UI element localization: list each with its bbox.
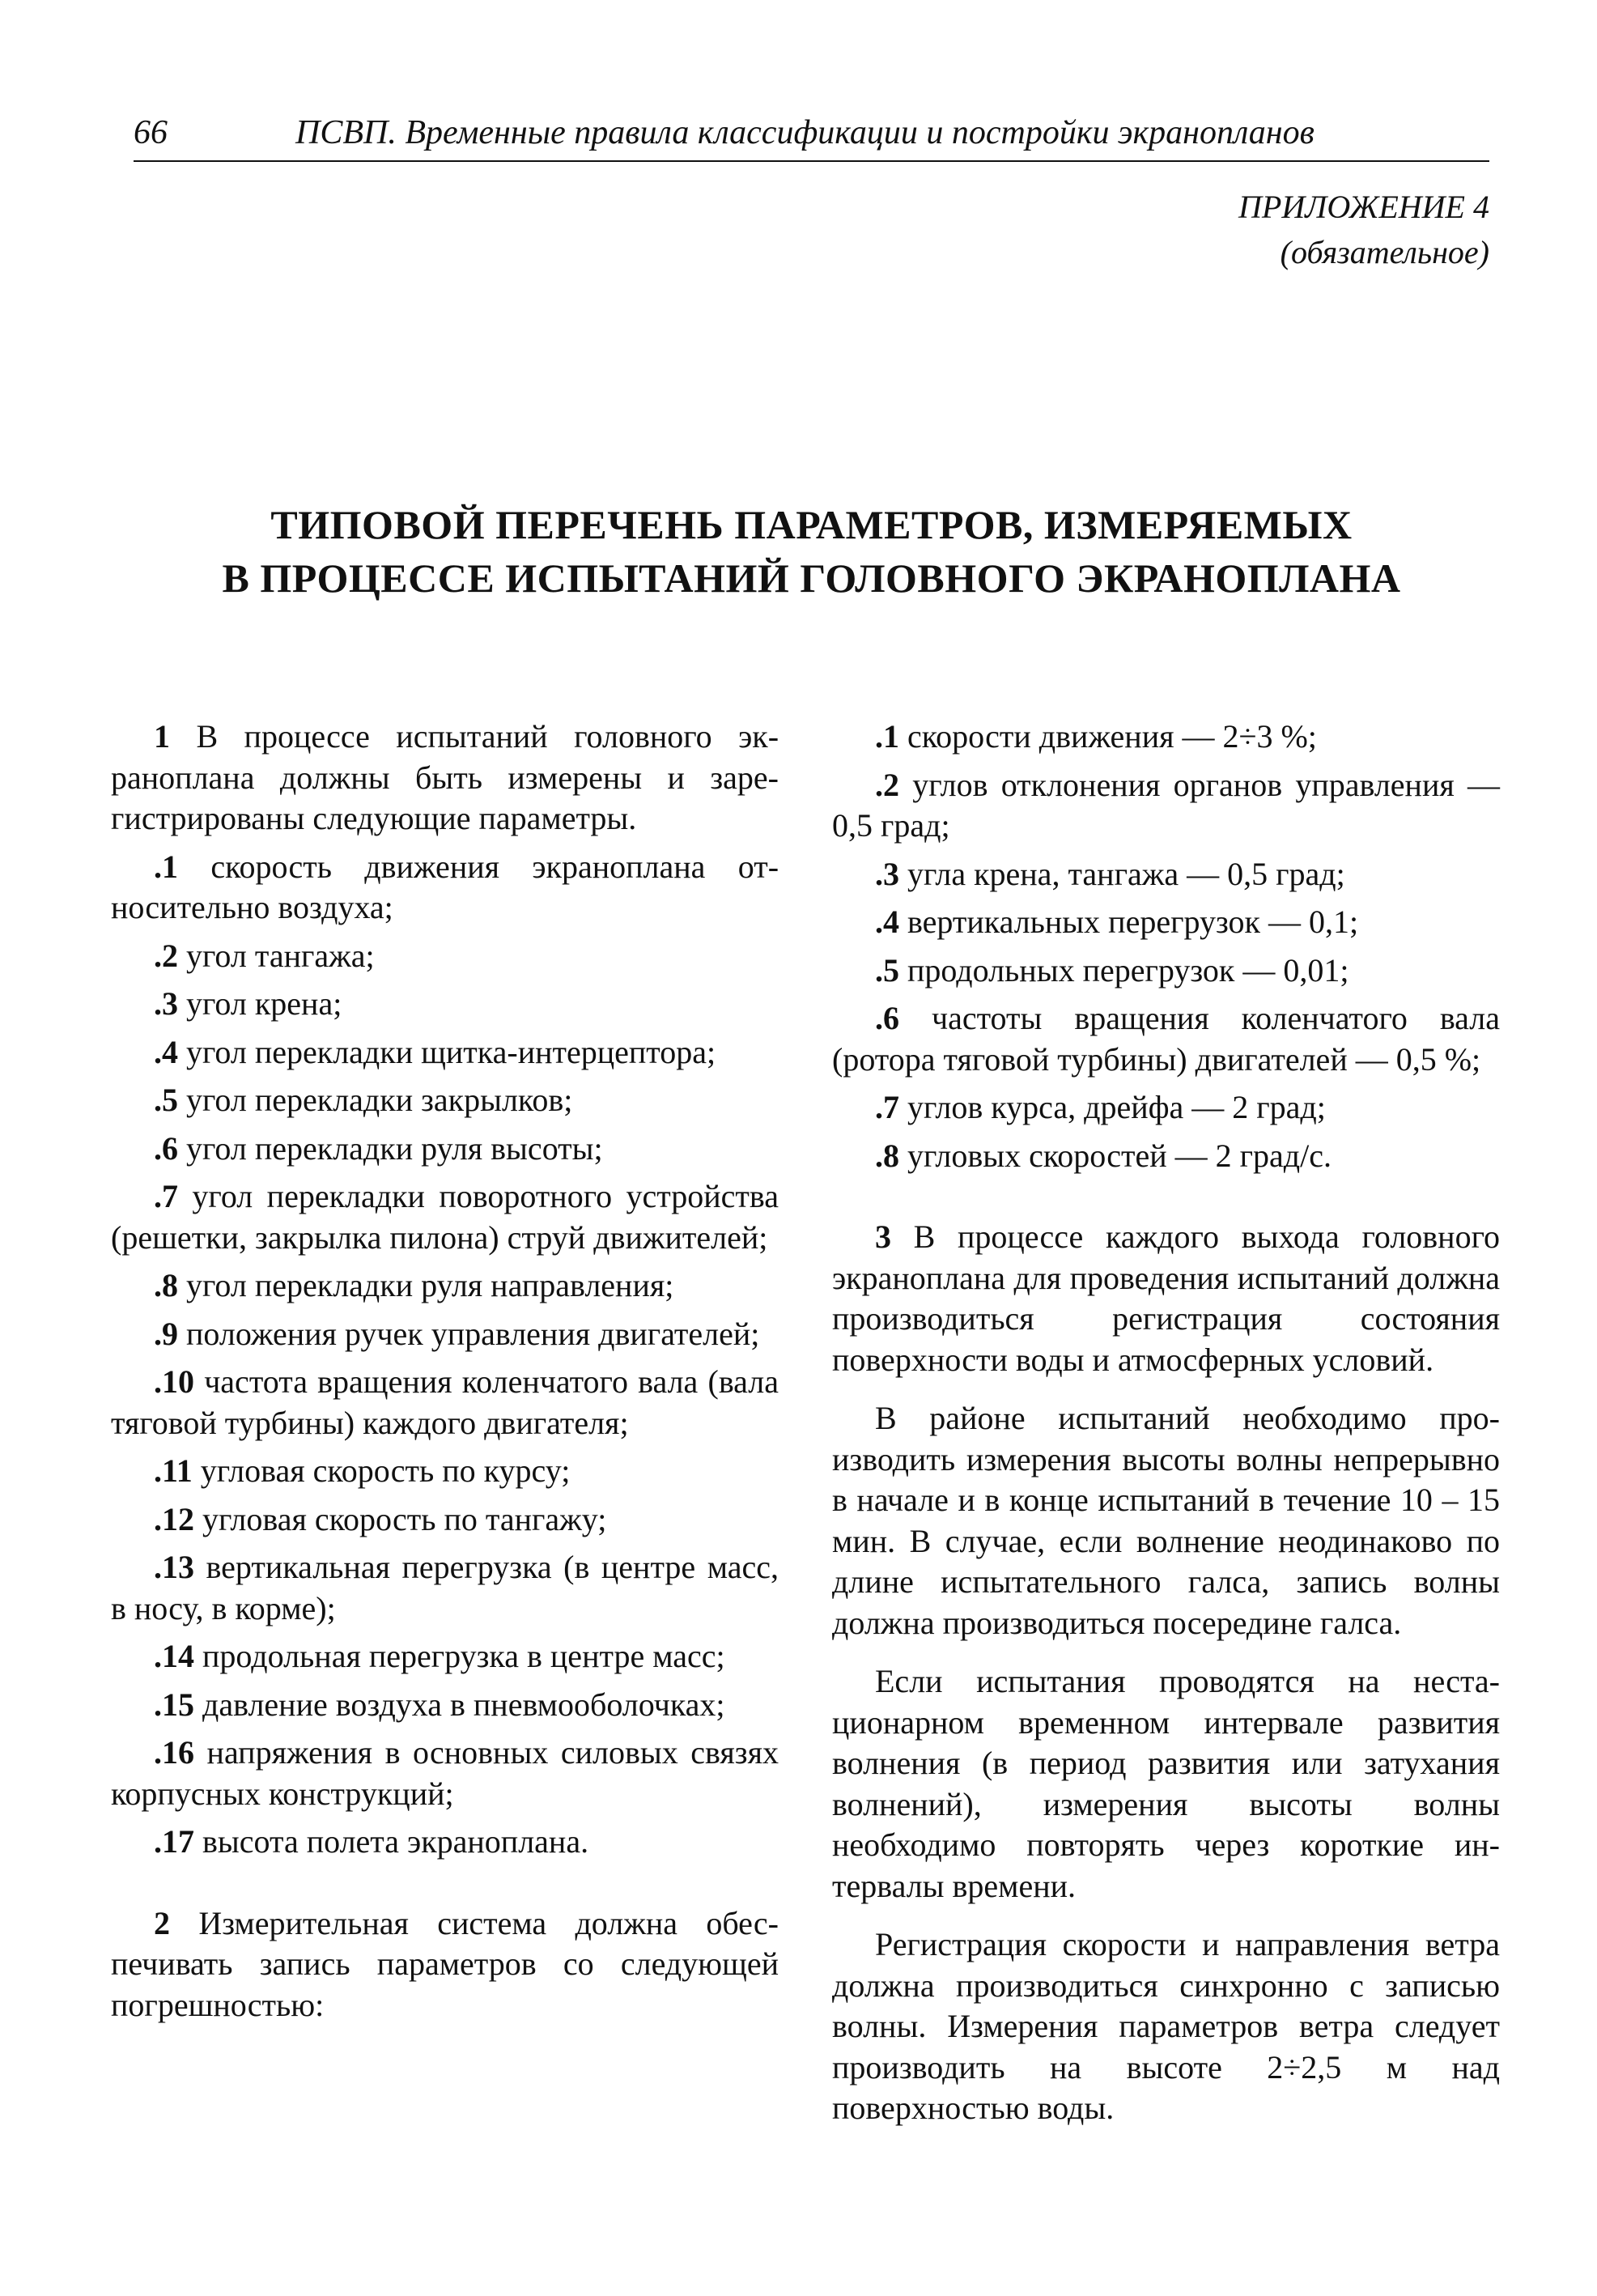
list-item bbox=[832, 950, 1500, 992]
item-text: угол перекладки закрылков; bbox=[186, 1082, 573, 1118]
list-item bbox=[111, 1451, 779, 1492]
list-item bbox=[111, 847, 779, 929]
title-line-1: ТИПОВОЙ ПЕРЕЧЕНЬ ПАРАМЕТРОВ, ИЗМЕРЯЕМЫХ bbox=[270, 502, 1353, 547]
item-text: угловая скорость по курсу; bbox=[200, 1452, 571, 1489]
item-number: .3 bbox=[154, 985, 178, 1022]
item-number: .1 bbox=[875, 718, 899, 755]
item-number: .2 bbox=[875, 766, 899, 803]
list-item bbox=[111, 1129, 779, 1170]
list-item bbox=[111, 1362, 779, 1444]
running-header bbox=[134, 113, 1489, 162]
section-1-intro bbox=[111, 716, 779, 840]
item-number: .1 bbox=[154, 848, 178, 885]
item-text: угол крена; bbox=[186, 985, 342, 1022]
item-text: положения ручек управления двигателей; bbox=[186, 1315, 760, 1352]
item-number: .10 bbox=[154, 1363, 194, 1400]
left-column bbox=[111, 716, 779, 2026]
list-item bbox=[832, 716, 1500, 758]
item-number: .11 bbox=[154, 1452, 193, 1489]
item-number: .5 bbox=[875, 951, 899, 989]
list-item bbox=[832, 1087, 1500, 1129]
item-number: .15 bbox=[154, 1686, 194, 1723]
item-text: угол перекладки руля высоты; bbox=[186, 1129, 603, 1167]
item-text: частота вращения коленчатого вала (вала тяговой турбины) каждого двигателя; bbox=[111, 1363, 779, 1441]
item-number: .12 bbox=[154, 1500, 194, 1537]
item-text: углов курса, дрейфа — 2 град; bbox=[907, 1089, 1326, 1125]
document-title bbox=[134, 498, 1489, 605]
item-text: напряжения в основных силовых связях корпусных конструкций; bbox=[111, 1734, 779, 1812]
item-text: угла крена, тангажа — 0,5 град; bbox=[907, 855, 1345, 892]
list-item bbox=[111, 1685, 779, 1726]
appendix-label bbox=[1238, 185, 1489, 275]
list-item bbox=[111, 1314, 779, 1355]
list-item bbox=[111, 1265, 779, 1307]
item-text: продольная перегрузка в центре масс; bbox=[202, 1638, 725, 1674]
item-number: .16 bbox=[154, 1734, 194, 1771]
section-2-intro bbox=[111, 1903, 779, 2026]
list-item bbox=[111, 1499, 779, 1541]
right-column bbox=[832, 716, 1500, 2129]
section-text: В процессе каждого выхода головного экраноплана для проведения испытаний должна производиться регистрация состояния поверхности воды и атмосферных условий. bbox=[832, 1218, 1500, 1378]
list-item bbox=[832, 765, 1500, 847]
page-number: 66 bbox=[134, 114, 168, 151]
item-text: вертикальных перегрузок — 0,1; bbox=[907, 904, 1359, 940]
section-text: В процессе испытаний головного экраноплана должны быть измерены и зарегистрированы следующие параметры. bbox=[111, 718, 779, 836]
list-item bbox=[111, 1733, 779, 1814]
section-number: 1 bbox=[154, 718, 170, 755]
item-text: скорости движения — 2÷3 %; bbox=[907, 718, 1317, 755]
item-number: .7 bbox=[875, 1089, 899, 1125]
list-item bbox=[111, 1547, 779, 1629]
item-text: продольных перегрузок — 0,01; bbox=[907, 951, 1349, 989]
list-item bbox=[111, 1822, 779, 1863]
list-item bbox=[111, 1176, 779, 1258]
item-number: .7 bbox=[154, 1178, 178, 1214]
list-item bbox=[832, 854, 1500, 895]
section-number: 3 bbox=[875, 1218, 891, 1255]
item-number: .4 bbox=[875, 904, 899, 940]
item-number: .8 bbox=[875, 1137, 899, 1174]
paragraph: В районе испытаний необходимо производить измерения высоты волны непрерывно в начале и в конце испытаний в течение 10 – 15 мин. В случае, если волнение неодинаково по длине испытательного галса, запись волны должна производиться посередине галса. bbox=[832, 1400, 1500, 1641]
item-number: .9 bbox=[154, 1315, 178, 1352]
section-number: 2 bbox=[154, 1904, 170, 1941]
item-text: давление воздуха в пневмооболочках; bbox=[202, 1686, 725, 1723]
item-number: .5 bbox=[154, 1082, 178, 1118]
item-text: угол перекладки поворотного устройства (решетки, закрылка пилона) струй движителей; bbox=[111, 1178, 779, 1256]
paragraph: Регистрация скорости и направления ветра должна производиться синхронно с записью волны. Измерения параметров ветра следует производить на высоте 2÷2,5 м над поверхностью воды. bbox=[832, 1926, 1500, 2126]
list-item bbox=[832, 1136, 1500, 1177]
list-item bbox=[832, 902, 1500, 943]
list-item bbox=[111, 984, 779, 1025]
item-number: .13 bbox=[154, 1549, 194, 1585]
item-text: угол перекладки руля направления; bbox=[186, 1267, 674, 1303]
list-item bbox=[832, 998, 1500, 1080]
list-item bbox=[111, 1080, 779, 1121]
title-line-2: В ПРОЦЕССЕ ИСПЫТАНИЙ ГОЛОВНОГО ЭКРАНОПЛАНА bbox=[222, 555, 1401, 601]
item-text: угловых скоростей — 2 град/с. bbox=[907, 1137, 1332, 1174]
item-text: высота полета экраноплана. bbox=[202, 1823, 589, 1860]
running-title: ПСВП. Временные правила классификации и постройки экранопланов bbox=[295, 114, 1315, 151]
item-number: .6 bbox=[875, 1000, 899, 1036]
item-number: .6 bbox=[154, 1129, 178, 1167]
item-number: .4 bbox=[154, 1033, 178, 1070]
item-number: .17 bbox=[154, 1823, 194, 1860]
list-item bbox=[111, 1032, 779, 1074]
item-text: угол перекладки щитка-интерцептора; bbox=[186, 1033, 716, 1070]
list-item bbox=[111, 1636, 779, 1677]
item-text: вертикальная перегрузка (в центре масс, в носу, в корме); bbox=[111, 1549, 779, 1626]
section-3-intro bbox=[832, 1217, 1500, 1380]
section-text: Измерительная система должна обеспечивать запись параметров со следующей погрешностью: bbox=[111, 1904, 779, 2023]
paragraph: Если испытания проводятся на нестационарном временном интервале развития волнения (в период развития или затухания волнений), измерения высоты волны необходимо повторять через короткие интервалы времени. bbox=[832, 1663, 1500, 1904]
item-number: .3 bbox=[875, 855, 899, 892]
item-number: .2 bbox=[154, 937, 178, 974]
list-item bbox=[111, 936, 779, 977]
item-text: углов отклонения органов управления — 0,5 град; bbox=[832, 766, 1500, 844]
item-text: частоты вращения коленчатого вала (ротора тяговой турбины) двигателей — 0,5 %; bbox=[832, 1000, 1500, 1078]
item-text: угол тангажа; bbox=[186, 937, 375, 974]
item-text: скорость движения экраноплана относительно воздуха; bbox=[111, 848, 779, 925]
item-number: .14 bbox=[154, 1638, 194, 1674]
appendix-number: ПРИЛОЖЕНИЕ 4 bbox=[1238, 189, 1489, 225]
item-text: угловая скорость по тангажу; bbox=[202, 1500, 607, 1537]
item-number: .8 bbox=[154, 1267, 178, 1303]
appendix-status: (обязательное) bbox=[1280, 234, 1489, 270]
